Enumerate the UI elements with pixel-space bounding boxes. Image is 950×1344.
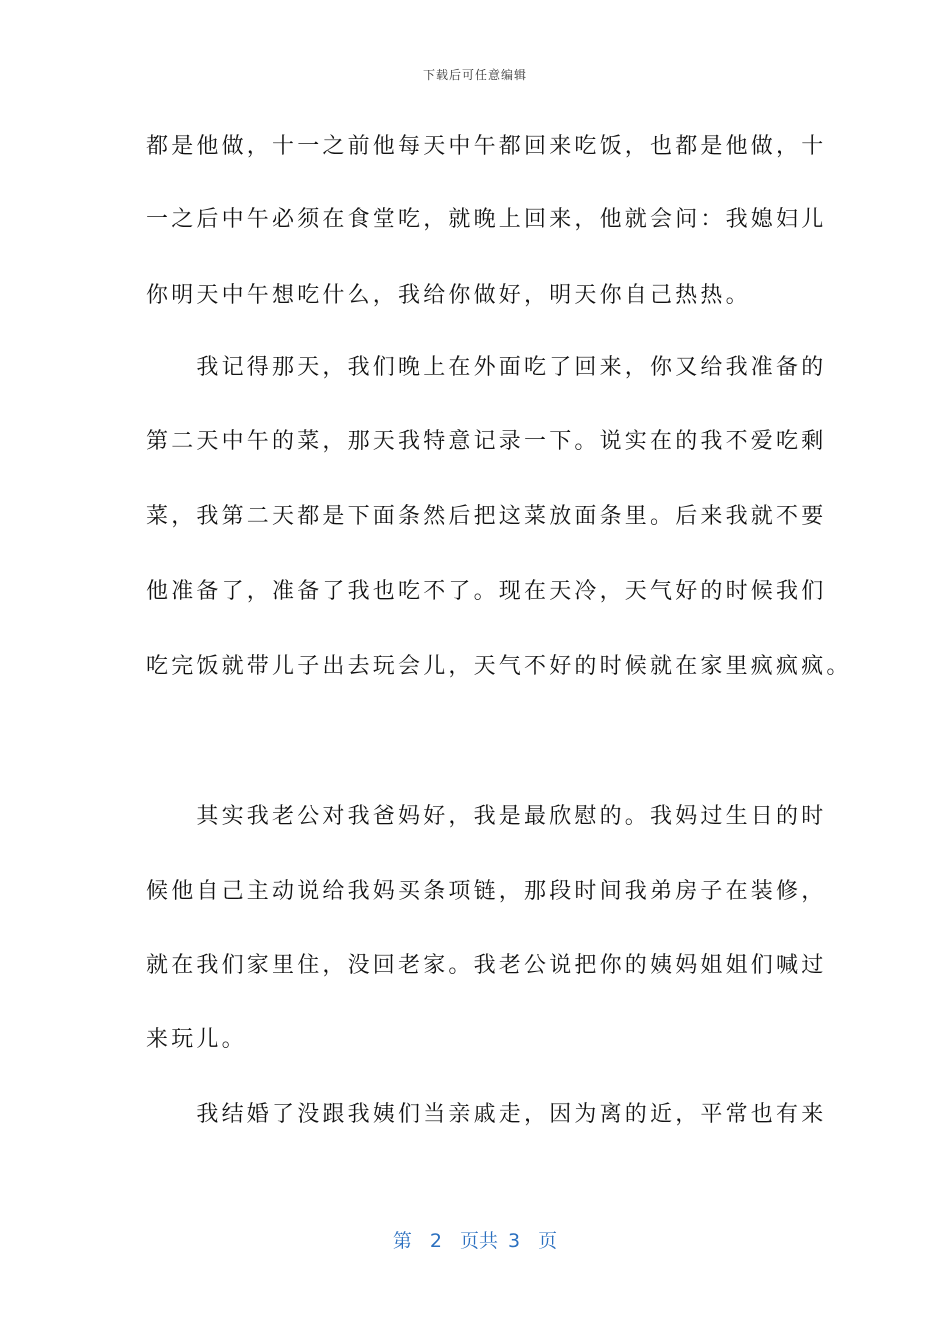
page-mid: 页共 [459, 1230, 498, 1252]
header-note: 下载后可任意编辑 [422, 68, 527, 82]
body-line: 你明天中午想吃什么，我给你做好，明天你自己热热。 [146, 283, 751, 308]
body-line: 第二天中午的菜，那天我特意记录一下。说实在的我不爱吃剩 [146, 429, 827, 454]
body-line: 都是他做，十一之前他每天中午都回来吃饭，也都是他做，十 [146, 134, 827, 159]
body-line: 我记得那天，我们晚上在外面吃了回来，你又给我准备的 [146, 355, 827, 380]
body-line: 一之后中午必须在食堂吃，就晚上回来，他就会问：我媳妇儿 [146, 207, 827, 232]
current-page-number: 2 [429, 1230, 442, 1252]
body-line: 候他自己主动说给我妈买条项链，那段时间我弟房子在装修， [146, 879, 827, 904]
body-line: 我结婚了没跟我姨们当亲戚走，因为离的近，平常也有来 [146, 1102, 827, 1127]
body-line: 菜，我第二天都是下面条然后把这菜放面条里。后来我就不要 [146, 504, 827, 529]
page-suffix: 页 [538, 1230, 558, 1252]
page-prefix: 第 [392, 1230, 412, 1252]
body-line: 其实我老公对我爸妈好，我是最欣慰的。我妈过生日的时 [146, 804, 827, 829]
body-line: 就在我们家里住，没回老家。我老公说把你的姨妈姐姐们喊过 [146, 953, 827, 978]
body-line: 吃完饭就带儿子出去玩会儿，天气不好的时候就在家里疯疯疯。 [146, 654, 852, 679]
body-line: 来玩儿。 [146, 1027, 247, 1052]
body-line: 他准备了，准备了我也吃不了。现在天冷，天气好的时候我们 [146, 579, 827, 604]
page-footer [0, 1226, 950, 1253]
total-pages-number: 3 [508, 1230, 521, 1252]
